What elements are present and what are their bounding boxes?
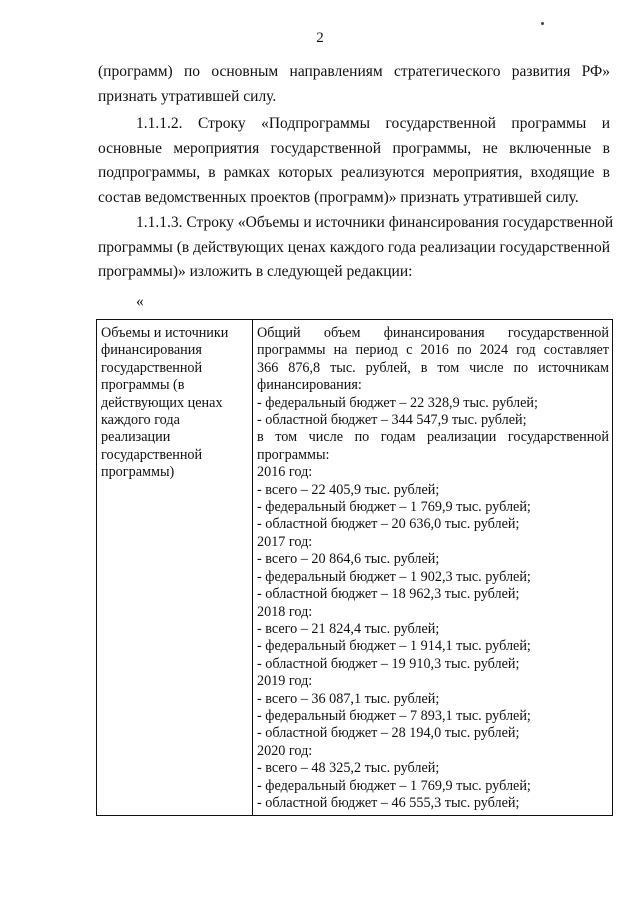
table-row-header	[97, 320, 253, 816]
financing-line: - всего – 48 325,2 тыс. рублей;	[257, 760, 440, 777]
financing-line: - всего – 22 405,9 тыс. рублей;	[257, 481, 440, 498]
page-number: 2	[316, 30, 324, 46]
left-cell-line: Объемы и источники	[101, 325, 229, 341]
table-row	[97, 320, 613, 816]
left-cell-line: каждого года	[101, 412, 180, 429]
financing-table	[96, 319, 613, 816]
paragraph-line: 1.1.1.2. Строку «Подпрограммы государственной программы и	[136, 115, 610, 132]
financing-line: - федеральный бюджет – 1 769,9 тыс. рублей;	[257, 777, 531, 794]
left-cell-line: государственной	[101, 446, 203, 463]
financing-line: Общий объем финансирования государственной	[257, 325, 609, 341]
year-heading: 2020 год:	[257, 742, 313, 759]
paragraph-line: 1.1.1.3. Строку «Объемы и источники финансирования государственной	[136, 214, 614, 231]
financing-line: - всего – 36 087,1 тыс. рублей;	[257, 690, 440, 707]
paragraph-line: основные мероприятия государственной программы, не включенные в	[98, 139, 610, 157]
paragraph-line: программы)» изложить в следующей редакции:	[98, 263, 413, 280]
financing-line: - федеральный бюджет – 22 328,9 тыс. рублей;	[257, 394, 538, 411]
financing-line: - федеральный бюджет – 1 914,1 тыс. рублей;	[257, 638, 531, 655]
financing-line: - областной бюджет – 18 962,3 тыс. рублей;	[257, 586, 520, 603]
financing-line: - федеральный бюджет – 1 769,9 тыс. рублей;	[257, 499, 531, 516]
paragraph-1	[98, 60, 610, 109]
paragraph-line: программы (в действующих ценах каждого года реализации государственной	[98, 238, 610, 256]
left-cell-line: государственной	[101, 359, 203, 376]
financing-line: программы на период с 2016 по 2024 год составляет	[257, 342, 609, 359]
paragraph-line: признать утратившей силу.	[98, 87, 277, 105]
paragraph-line: подпрограммы, в рамках которых реализуются мероприятия, входящие в	[98, 164, 610, 181]
financing-line: программы:	[257, 446, 330, 463]
year-heading: 2019 год:	[257, 673, 313, 690]
paragraph-line: состав ведомственных проектов (программ)» признать утратившей силу.	[98, 188, 579, 206]
year-heading: 2017 год:	[257, 533, 313, 550]
left-cell-line: финансирования	[101, 342, 202, 359]
left-cell-line: программы (в	[101, 377, 185, 394]
financing-line: - федеральный бюджет – 7 893,1 тыс. рублей;	[257, 707, 531, 724]
financing-line: - всего – 20 864,6 тыс. рублей;	[257, 551, 440, 568]
left-cell-line: реализации	[101, 429, 171, 446]
left-cell-line: действующих ценах	[101, 394, 223, 411]
financing-line: - областной бюджет – 46 555,3 тыс. рублей;	[257, 794, 520, 811]
financing-line: в том числе по годам реализации государственной	[257, 429, 609, 446]
financing-line: - областной бюджет – 19 910,3 тыс. рублей;	[257, 655, 520, 672]
financing-line: - всего – 21 824,4 тыс. рублей;	[257, 620, 440, 637]
paragraph-2	[98, 112, 610, 210]
financing-line: - областной бюджет – 344 547,9 тыс. рублей;	[257, 412, 527, 429]
financing-line: 366 876,8 тыс. рублей, в том числе по источникам	[257, 359, 609, 376]
financing-line: - федеральный бюджет – 1 902,3 тыс. рублей;	[257, 568, 531, 585]
year-heading: 2018 год:	[257, 603, 313, 620]
financing-line: - областной бюджет – 20 636,0 тыс. рублей;	[257, 516, 520, 533]
financing-line: - областной бюджет – 28 194,0 тыс. рублей;	[257, 725, 520, 742]
financing-details	[253, 320, 613, 816]
financing-line: финансирования:	[257, 377, 362, 394]
opening-quote: «	[136, 293, 144, 310]
left-cell-line: программы)	[101, 464, 175, 481]
paragraph-3	[98, 211, 614, 285]
year-heading: 2016 год:	[257, 464, 313, 481]
paragraph-line: (программ) по основным направлениям стратегического развития РФ»	[98, 63, 610, 80]
scan-dot	[541, 22, 544, 25]
